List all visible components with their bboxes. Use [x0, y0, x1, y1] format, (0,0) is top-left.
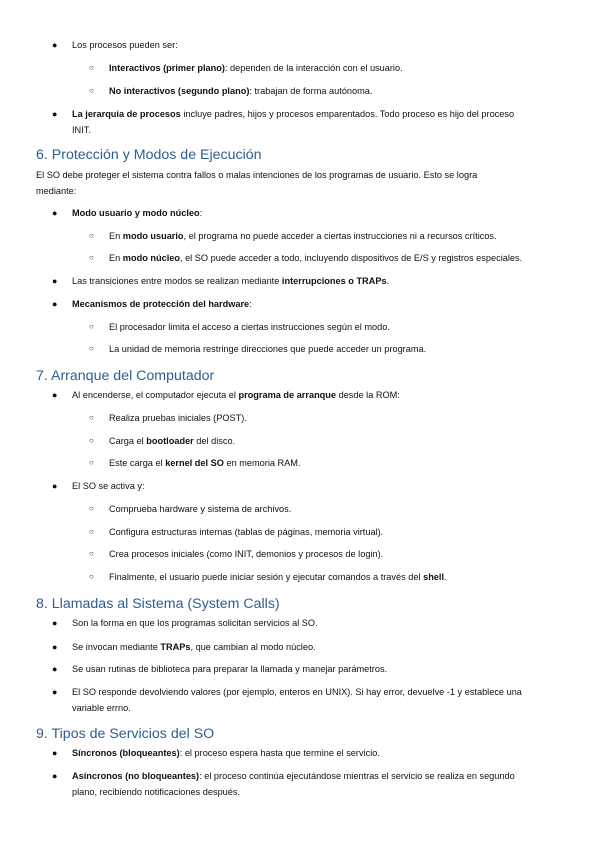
sub-bullet: ○ — [89, 572, 94, 581]
list-item: Los procesos pueden ser: — [72, 40, 178, 50]
list-item: Finalmente, el usuario puede iniciar sesión y ejecutar comandos a través del shell. — [109, 572, 447, 582]
list-item: Comprueba hardware y sistema de archivos. — [109, 504, 292, 514]
bullet: ● — [52, 642, 58, 652]
list-item: Realiza pruebas iniciales (POST). — [109, 413, 247, 423]
list-item: No interactivos (segundo plano): trabajan de forma autónoma. — [109, 86, 373, 96]
list-item: Configura estructuras internas (tablas de páginas, memoria virtual). — [109, 527, 384, 537]
bullet: ● — [52, 687, 58, 697]
bullet: ● — [52, 109, 58, 119]
bullet: ● — [52, 771, 58, 781]
list-item: El SO se activa y: — [72, 481, 145, 491]
section-heading-9: 9. Tipos de Servicios del SO — [36, 726, 215, 742]
list-item: Interactivos (primer plano): dependen de la interacción con el usuario. — [109, 63, 403, 73]
sub-bullet: ○ — [89, 322, 94, 331]
bullet: ● — [52, 390, 58, 400]
bullet: ● — [52, 208, 58, 218]
list-item: Las transiciones entre modos se realizan mediante interrupciones o TRAPs. — [72, 276, 390, 286]
list-item: Este carga el kernel del SO en memoria RAM. — [109, 458, 301, 468]
list-item: Asíncronos (no bloqueantes): el proceso continúa ejecutándose mientras el servicio se realiza en segundo plano, recibiendo notificaciones después. — [72, 771, 515, 797]
section-heading-8: 8. Llamadas al Sistema (System Calls) — [36, 596, 280, 612]
section-heading-6: 6. Protección y Modos de Ejecución — [36, 147, 262, 163]
list-item: Al encenderse, el computador ejecuta el programa de arranque desde la ROM: — [72, 390, 400, 400]
paragraph: El SO debe proteger el sistema contra fallos o malas intenciones de los programas de usuario. Esto se logra mediante: — [36, 170, 478, 196]
list-item: En modo usuario, el programa no puede acceder a ciertas instrucciones ni a recursos críticos. — [109, 231, 497, 241]
bullet: ● — [52, 618, 58, 628]
list-item: La unidad de memoria restringe direcciones que puede acceder un programa. — [109, 344, 427, 354]
sub-bullet: ○ — [89, 231, 94, 240]
bullet: ● — [52, 664, 58, 674]
sub-bullet: ○ — [89, 344, 94, 353]
list-item: Crea procesos iniciales (como INIT, demonios y procesos de login). — [109, 549, 384, 559]
sub-bullet: ○ — [89, 253, 94, 262]
list-item: Síncronos (bloqueantes): el proceso espera hasta que termine el servicio. — [72, 748, 380, 758]
sub-bullet: ○ — [89, 436, 94, 445]
bullet: ● — [52, 299, 58, 309]
section-heading-7: 7. Arranque del Computador — [36, 368, 215, 384]
sub-bullet: ○ — [89, 86, 94, 95]
bullet: ● — [52, 40, 58, 50]
list-item: Mecanismos de protección del hardware: — [72, 299, 252, 309]
sub-bullet: ○ — [89, 504, 94, 513]
list-item: El SO responde devolviendo valores (por ejemplo, enteros en UNIX). Si hay error, devuelve -1 y establece una variable errno. — [72, 687, 522, 713]
sub-bullet: ○ — [89, 549, 94, 558]
list-item: Se usan rutinas de biblioteca para preparar la llamada y manejar parámetros. — [72, 664, 388, 674]
list-item: Modo usuario y modo núcleo: — [72, 208, 203, 218]
list-item: Se invocan mediante TRAPs, que cambian al modo núcleo. — [72, 642, 316, 652]
bullet: ● — [52, 748, 58, 758]
sub-bullet: ○ — [89, 413, 94, 422]
list-item: El procesador limita el acceso a ciertas instrucciones según el modo. — [109, 322, 390, 332]
sub-bullet: ○ — [89, 63, 94, 72]
list-item: Son la forma en que los programas solicitan servicios al SO. — [72, 618, 318, 628]
sub-bullet: ○ — [89, 458, 94, 467]
list-item: En modo núcleo, el SO puede acceder a todo, incluyendo dispositivos de E/S y registros especiales. — [109, 253, 523, 263]
list-item: La jerarquía de procesos incluye padres, hijos y procesos emparentados. Todo proceso es hijo del proceso INIT. — [72, 109, 515, 135]
bullet: ● — [52, 276, 58, 286]
list-item: Carga el bootloader del disco. — [109, 436, 236, 446]
bullet: ● — [52, 481, 58, 491]
sub-bullet: ○ — [89, 527, 94, 536]
